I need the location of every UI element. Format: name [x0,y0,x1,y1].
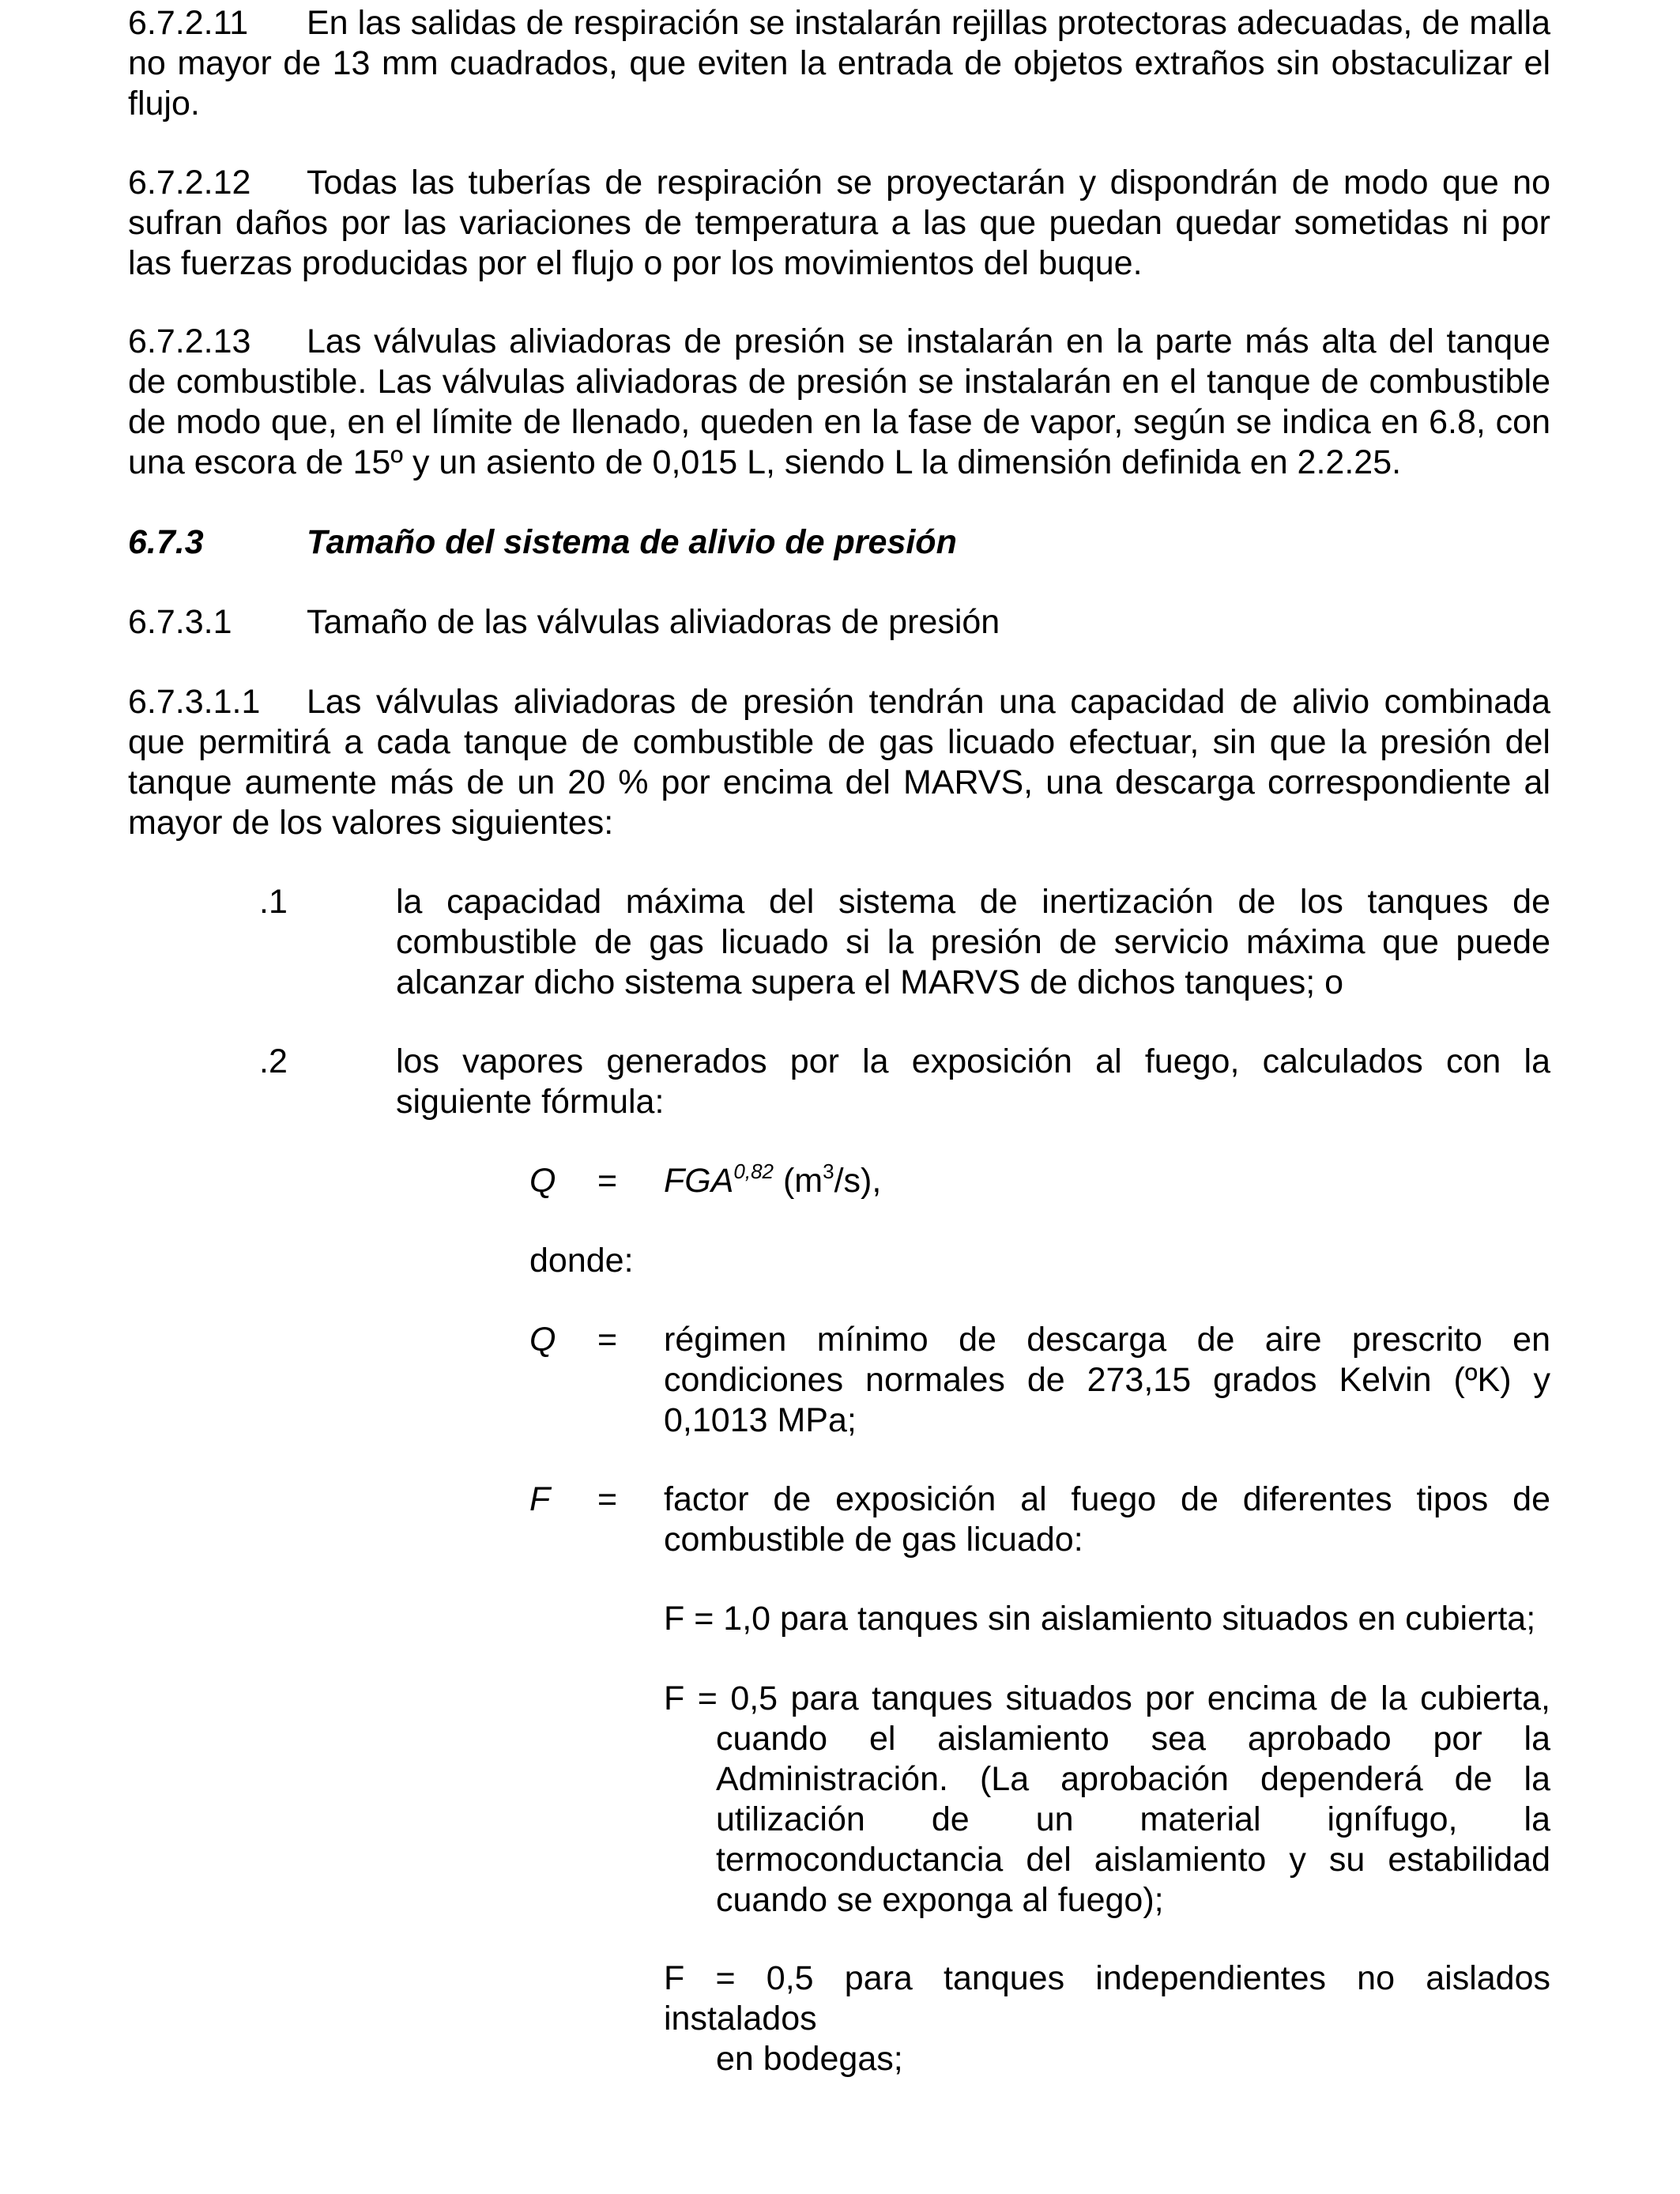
formula-lhs: Q [529,1162,556,1200]
donde-label [529,1241,1550,1284]
paragraph-text: Las válvulas aliviadoras de presión se instalarán en la parte más alta del tanque de combustible. Las válvulas aliviadoras de presión se instalarán en el tanque de combustible de modo que, en el límite de llenado, queden en la fase de vapor, según se indica en 6.8, con una escora de 15º y un asiento de 0,015 L, siendo L la dimensión definida en 2.2.25. [128,322,1550,481]
f-value-3 [664,1958,1550,2079]
list-item-1 [128,882,1550,1008]
f-value-first-line [664,1679,1550,1719]
paragraph-6-7-2-11 [128,3,1550,124]
subsection-heading [128,602,1550,643]
section-title: Tamaño del sistema de alivio de presión [307,523,957,561]
formula-unit-open: (m [782,1162,823,1200]
list-marker: .1 [259,883,288,921]
f-value-prefix: F = [664,1679,731,1717]
formula-rhs-main: FGA [664,1162,734,1200]
f-value-prefix: F = [664,1959,767,1997]
section-heading [128,522,1550,563]
list-text: la capacidad máxima del sistema de inertización de los tanques de combustible de gas licuado si la presión de servicio máxima que puede alcanzar dicho sistema supera el MARVS de dichos tanques; o [396,883,1550,1001]
definition-q [529,1320,1550,1446]
donde-text: donde: [529,1242,634,1280]
f-value-continuation: en bodegas; [716,2040,903,2078]
paragraph-text: En las salidas de respiración se instalarán rejillas protectoras adecuadas, de malla no mayor de 13 mm cuadrados, que eviten la entrada de objetos extraños sin obstaculizar el flujo. [128,4,1550,123]
definition-symbol: F [529,1480,551,1518]
paragraph-6-7-2-12 [128,163,1550,284]
list-marker: .2 [259,1042,288,1080]
f-value-1 [664,1599,1550,1639]
subsection-title: Tamaño de las válvulas aliviadoras de presión [307,603,1000,641]
formula-unit-exponent: 3 [823,1159,834,1183]
subsection-number: 6.7.3.1 [128,603,232,641]
definition-equals: = [597,1321,618,1359]
f-value-text: 1,0 para tanques sin aislamiento situados en cubierta; [723,1600,1536,1638]
list-text: los vapores generados por la exposición al fuego, calculados con la siguiente fórmula: [396,1042,1550,1121]
f-value-prefix: F = [664,1600,724,1638]
paragraph-number: 6.7.2.11 [128,4,249,42]
list-item-2 [128,1042,1550,1129]
f-value-2 [664,1679,1550,1921]
formula [529,1161,1550,1204]
paragraph-text: Todas las tuberías de respiración se proyectarán y dispondrán de modo que no sufran daños por las variaciones de temperatura a las que puedan quedar sometidas ni por las fuerzas producidas por el flujo o por los movimientos del buque. [128,164,1550,282]
definition-text: régimen mínimo de descarga de aire prescrito en condiciones normales de 273,15 grados Kelvin (ºK) y 0,1013 MPa; [664,1321,1550,1439]
paragraph-number: 6.7.2.12 [128,164,251,202]
formula-rhs [664,1161,1550,1201]
section-number: 6.7.3 [128,523,204,561]
definition-f [529,1480,1550,1566]
paragraph-6-7-2-13 [128,322,1550,483]
f-value-text: 0,5 para tanques situados por encima de la cubierta, [730,1679,1551,1717]
clause-text: Las válvulas aliviadoras de presión tendrán una capacidad de alivio combinada que permitirá a cada tanque de combustible de gas licuado efectuar, sin que la presión del tanque aumente más de un 20 % por encima del MARVS, una descarga correspondiente al mayor de los valores siguientes: [128,683,1550,842]
f-value-first-line [664,1958,1550,2039]
clause-6-7-3-1-1 [128,682,1550,843]
formula-equals: = [597,1162,618,1200]
clause-number: 6.7.3.1.1 [128,683,261,721]
formula-unit-close: /s), [834,1162,882,1200]
f-value-continuation: cuando el aislamiento sea aprobado por la Administración. (La aprobación dependerá de la utilización de un material ignífugo, la termoconductancia del aislamiento y su estabilidad cuando se exponga al fuego); [716,1720,1550,1919]
definition-equals: = [597,1480,618,1518]
definition-text: factor de exposición al fuego de diferentes tipos de combustible de gas licuado: [664,1480,1550,1559]
f-value-text: 0,5 para tanques independientes no aislados instalados [664,1959,1550,2038]
formula-exponent: 0,82 [733,1159,774,1183]
definition-symbol: Q [529,1321,556,1359]
paragraph-number: 6.7.2.13 [128,322,251,360]
